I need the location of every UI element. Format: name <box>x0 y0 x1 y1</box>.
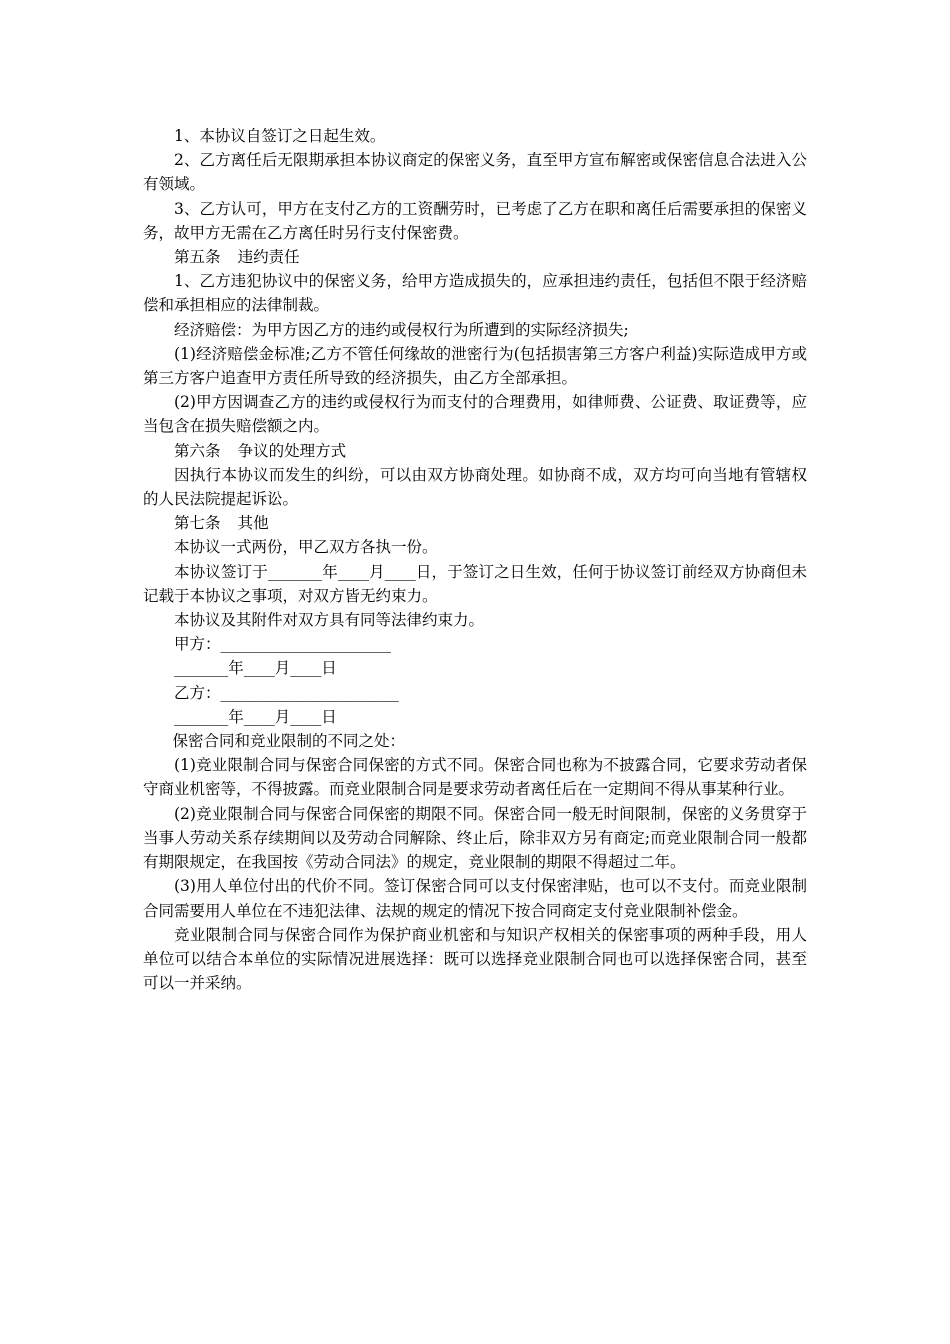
paragraph: 1、乙方违犯协议中的保密义务，给甲方造成损失的，应承担违约责任，包括但不限于经济赔偿和承担相应的法律制裁。 <box>143 272 807 315</box>
paragraph: 本协议一式两份，甲乙双方各执一份。 <box>174 538 438 557</box>
article-title: 违约责任 <box>237 248 300 267</box>
article-6-heading <box>143 439 807 463</box>
paragraph: (2)竞业限制合同与保密合同保密的期限不同。保密合同一般无时间限制，保密的义务贯穿于当事人劳动关系存续期间以及劳动合同解除、终止后，除非双方另有商定;而竞业限制合同一般都有期限规定，在我国按《劳动合同法》的规定，竞业限制的期限不得超过二年。 <box>143 804 807 872</box>
article-number: 第六条 <box>174 441 221 460</box>
document-body <box>143 124 807 995</box>
paragraph: 经济赔偿：为甲方因乙方的违约或侵权行为所遭到的实际经济损失; <box>174 320 629 339</box>
party-a-date: _______年____月____日 <box>174 659 337 678</box>
article-number: 第五条 <box>174 248 221 267</box>
party-b-signature: 乙方：_______________________ <box>174 683 399 702</box>
paragraph: 本协议及其附件对双方具有同等法律约束力。 <box>174 611 485 630</box>
article-title: 争议的处理方式 <box>237 441 347 460</box>
article-title: 其他 <box>237 514 269 533</box>
paragraph: (1)经济赔偿金标准;乙方不管任何缘故的泄密行为(包括损害第三方客户利益)实际造成甲方或第三方客户追查甲方责任所导致的经济损失，由乙方全部承担。 <box>143 344 807 388</box>
comparison-heading: 保密合同和竞业限制的不同之处： <box>172 732 405 751</box>
paragraph: 3、乙方认可，甲方在支付乙方的工资酬劳时，已考虑了乙方在职和离任后需要承担的保密义务，故甲方无需在乙方离任时另行支付保密费。 <box>143 199 807 242</box>
party-a-signature: 甲方：______________________ <box>174 635 392 654</box>
article-number: 第七条 <box>174 514 221 533</box>
paragraph: (3)用人单位付出的代价不同。签订保密合同可以支付保密津贴，也可以不支付。而竞业限制合同需要用人单位在不违犯法律、法规的规定的情况下按合同商定支付竞业限制补偿金。 <box>143 877 807 920</box>
paragraph: 2、乙方离任后无限期承担本协议商定的保密义务，直至甲方宣布解密或保密信息合法进入公有领域。 <box>143 151 807 194</box>
article-5-heading <box>143 245 807 269</box>
paragraph: 本协议签订于_______年____月____日，于签订之日生效，任何于协议签订前经双方协商但未记载于本协议之事项，对双方皆无约束力。 <box>143 562 807 605</box>
paragraph: (2)甲方因调查乙方的违约或侵权行为而支付的合理费用，如律师费、公证费、取证费等，应当包含在损失赔偿额之内。 <box>143 393 807 436</box>
party-b-date: _______年____月____日 <box>174 707 337 726</box>
article-7-heading <box>143 511 807 535</box>
paragraph: 竞业限制合同与保密合同作为保护商业机密和与知识产权相关的保密事项的两种手段，用人单位可以结合本单位的实际情况进展选择：既可以选择竞业限制合同也可以选择保密合同，甚至可以一并采纳。 <box>143 925 807 993</box>
paragraph: 1、本协议自签订之日起生效。 <box>174 127 386 145</box>
paragraph: (1)竞业限制合同与保密合同保密的方式不同。保密合同也称为不披露合同，它要求劳动者保守商业机密等，不得披露。而竞业限制合同是要求劳动者离任后在一定期间不得从事某种行业。 <box>143 756 807 799</box>
paragraph: 因执行本协议而发生的纠纷，可以由双方协商处理。如协商不成，双方均可向当地有管辖权的人民法院提起诉讼。 <box>143 465 807 509</box>
